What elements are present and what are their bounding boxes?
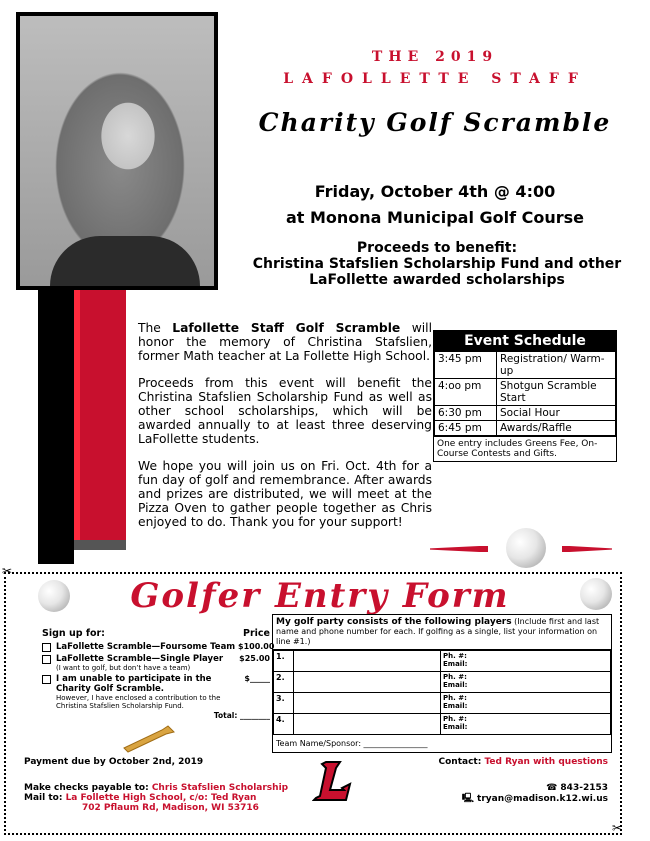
contact-details [462, 783, 608, 805]
signup-option-foursome[interactable] [42, 642, 275, 652]
body-paragraph-2: Proceeds from this event will benefit the Christina Stafslien Scholarship Fund as well as other school scholarships, which will be awarded annually to at least three deserving LaFollette students. [138, 376, 432, 446]
portrait-photo [16, 12, 218, 290]
party-heading-bold: My golf party consists of the following players [276, 617, 512, 627]
form-title: Golfer Entry Form [130, 576, 510, 616]
option-label [56, 642, 238, 652]
player-number: 2. [274, 672, 294, 693]
golf-ball-icon [38, 580, 70, 612]
option-text: LaFollette Scramble—Single Player [56, 654, 224, 664]
schedule-time: 6:45 pm [435, 421, 497, 436]
party-heading [273, 615, 611, 650]
dollar-sign: $ [244, 674, 250, 683]
players-table [273, 650, 611, 735]
page-title: Charity Golf Scramble [258, 108, 612, 137]
player-contact-field[interactable] [441, 672, 611, 693]
option-label [56, 654, 238, 672]
signup-section [42, 628, 275, 757]
player-name-field[interactable] [294, 672, 441, 693]
golf-party-section [272, 614, 612, 753]
golf-ball-icon [580, 578, 612, 610]
schedule-row [435, 421, 616, 436]
option-subtext: (I want to golf, but don’t have a team) [56, 664, 191, 672]
mail-address-2: 702 Pflaum Rd, Madison, WI 53716 [82, 803, 259, 813]
mail-address-1: La Follette High School, c/o: Ted Ryan [65, 793, 257, 803]
checkbox[interactable] [42, 675, 51, 684]
golf-tee-left-icon [430, 546, 488, 552]
player-number: 4. [274, 714, 294, 735]
player-number: 3. [274, 693, 294, 714]
golf-tee-right-icon [562, 546, 612, 552]
phone-label: Ph. #: [443, 652, 467, 660]
mailing-info [24, 783, 288, 813]
benefit-heading [224, 240, 650, 288]
option-price: $100.00 [238, 642, 275, 651]
total-field[interactable]: ________ [240, 711, 270, 720]
schedule-event: Shotgun Scramble Start [497, 379, 616, 406]
schedule-time: 6:30 pm [435, 406, 497, 421]
option-text: I am unable to participate in the Charity Golf Scramble. [56, 674, 212, 694]
decorative-black-bar [38, 290, 74, 564]
player-row[interactable] [274, 651, 611, 672]
player-name-field[interactable] [294, 693, 441, 714]
scissors-icon: ✂ [612, 821, 623, 835]
body-p1-rest: will honor the memory of Christina Stafslien, former Math teacher at La Follette High School. [138, 321, 432, 363]
decorative-red-bar [74, 290, 126, 540]
mail-label: Mail to: [24, 793, 66, 803]
player-number: 1. [274, 651, 294, 672]
player-contact-field[interactable] [441, 651, 611, 672]
payment-due: Payment due by October 2nd, 2019 [24, 757, 204, 767]
signup-option-single[interactable] [42, 654, 270, 672]
phone-icon: ☎ [546, 783, 561, 793]
email-address[interactable]: tryan@madison.k12.wi.us [477, 794, 608, 804]
body-p1-bold: Lafollette Staff Golf Scramble [172, 321, 401, 335]
golf-tee-icon [122, 724, 182, 754]
decorative-gray-bar [74, 540, 126, 550]
option-text: LaFollette Scramble—Foursome Team [56, 642, 236, 652]
checks-line [24, 783, 288, 793]
party-heading-note: (Include first and last name and phone number for each. If golfing as a single, list your information on line #1.) [276, 617, 600, 646]
body-p1-lead: The [138, 321, 173, 335]
signup-option-donation[interactable] [42, 674, 270, 710]
schedule-note: One entry includes Greens Fee, On-Course Contests and Gifts. [434, 436, 616, 461]
option-subtext: However, I have enclosed a contribution to the Christina Stafslien Scholarship Fund. [56, 694, 221, 710]
email-label: Email: [443, 723, 468, 731]
phone-line [462, 783, 608, 794]
golf-ball-icon [506, 528, 546, 568]
total-label: Total: [213, 711, 238, 720]
signup-label: Sign up for: [42, 628, 105, 639]
phone-label: Ph. #: [443, 715, 467, 723]
email-label: Email: [443, 702, 468, 710]
team-name-row[interactable]: Team Name/Sponsor: ________________ [276, 739, 428, 748]
email-line [462, 794, 608, 805]
player-row[interactable] [274, 714, 611, 735]
schedule-table [434, 351, 616, 436]
checks-payee: Chris Stafslien Scholarship [151, 783, 289, 793]
benefit-line-1: Proceeds to benefit: [356, 240, 518, 256]
phone-label: Ph. #: [443, 673, 467, 681]
body-paragraph-1 [138, 321, 432, 363]
body-paragraph-3: We hope you will join us on Fri. Oct. 4th for a fun day of golf and remembrance. After awards and prizes are distributed, we will meet at the Pizza Oven to gather people together as Chris enjoyed to do. Thank you for your support! [138, 459, 432, 529]
event-date-time: Friday, October 4th @ 4:00 [314, 182, 556, 201]
contact-line [439, 757, 608, 767]
phone-label: Ph. #: [443, 694, 467, 702]
checkbox[interactable] [42, 655, 51, 664]
schedule-time: 4:oo pm [435, 379, 497, 406]
email-label: Email: [443, 681, 468, 689]
schedule-event: Awards/Raffle [497, 421, 616, 436]
signup-header [42, 628, 270, 639]
option-label [56, 674, 238, 710]
header-year: THE 2019 [371, 49, 499, 65]
benefit-line-2: Christina Stafslien Scholarship Fund and other LaFollette awarded scholarships [252, 256, 622, 288]
checkbox[interactable] [42, 643, 51, 652]
checks-label: Make checks payable to: [24, 783, 152, 793]
player-contact-field[interactable] [441, 714, 611, 735]
body-text [138, 321, 432, 542]
portrait-shoulder [50, 236, 200, 286]
phone-number: 843-2153 [560, 783, 608, 793]
player-row[interactable] [274, 672, 611, 693]
price-label: Price [243, 628, 270, 639]
donation-amount-field[interactable]: $_____ [244, 674, 270, 683]
player-name-field[interactable] [294, 714, 441, 735]
player-name-field[interactable] [294, 651, 441, 672]
schedule-row [435, 352, 616, 379]
event-location: at Monona Municipal Golf Course [285, 208, 585, 227]
schedule-title: Event Schedule [434, 331, 616, 351]
schedule-row [435, 406, 616, 421]
computer-icon: 🖳 [461, 794, 478, 804]
option-price: $25.00 [239, 654, 270, 663]
lafollette-logo-icon [312, 760, 352, 804]
contact-name: Ted Ryan with questions [484, 757, 608, 767]
schedule-event: Registration/ Warm-up [497, 352, 616, 379]
team-name-label: Team Name/Sponsor: [276, 739, 362, 748]
player-row[interactable] [274, 693, 611, 714]
email-label: Email: [443, 660, 468, 668]
player-contact-field[interactable] [441, 693, 611, 714]
scissors-icon: ✂ [2, 564, 13, 578]
schedule-row [435, 379, 616, 406]
contact-prefix: Contact: [438, 757, 485, 767]
total-row [42, 711, 270, 720]
schedule-event: Social Hour [497, 406, 616, 421]
event-schedule [433, 330, 617, 462]
header-staff: LAFOLLETTE STAFF [283, 71, 587, 87]
schedule-time: 3:45 pm [435, 352, 497, 379]
mail-line [24, 793, 288, 803]
